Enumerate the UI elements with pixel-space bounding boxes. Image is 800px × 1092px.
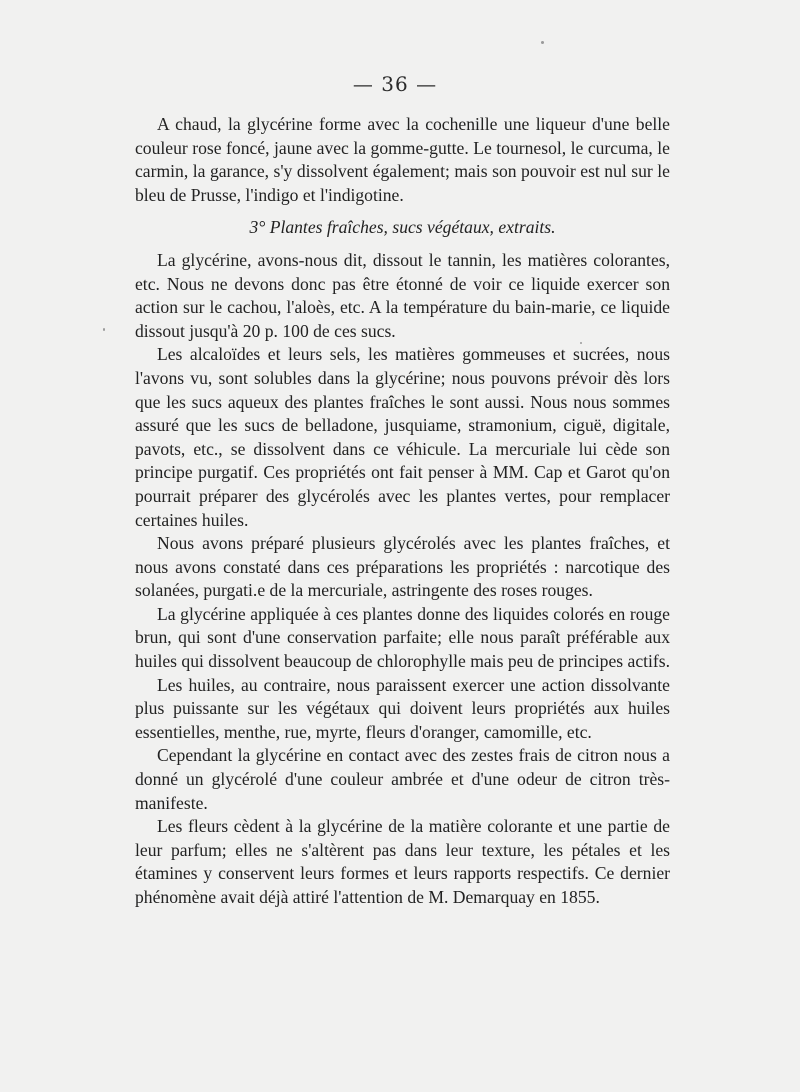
section-heading-plantes-fraiches: 3° Plantes fraîches, sucs végétaux, extraits. — [249, 217, 556, 238]
body-text — [135, 113, 670, 910]
paper-speck — [103, 328, 105, 331]
paper-speck — [580, 342, 582, 344]
paragraph-glycerolés-preparations: Nous avons préparé plusieurs glycérolés avec les plantes fraîches, et nous avons constaté dans ces préparations les propriétés : narcotique des solanées, purgati.e de la mercuriale, astringente des roses rouges. — [135, 533, 670, 601]
paragraph-cochenille: A chaud, la glycérine forme avec la cochenille une liqueur d'une belle couleur rose foncé, jaune avec la gomme-gutte. Le tournesol, le curcuma, le carmin, la garance, s'y dissolvent également; mais son pouvoir est nul sur le bleu de Prusse, l'indigo et l'indigotine. — [135, 114, 670, 205]
paragraph-fleurs: Les fleurs cèdent à la glycérine de la matière colorante et une partie de leur parfum; elles ne s'altèrent pas dans leur texture, les pétales et les étamines y conservent leurs formes et leurs rapports respectifs. Ce dernier phénomène avait déjà attiré l'attention de M. Demarquay en 1855. — [135, 816, 670, 907]
paragraph-tannin: La glycérine, avons-nous dit, dissout le tannin, les matières colorantes, etc. Nous ne devons donc pas être étonné de voir ce liquide exercer son action sur le cachou, l'aloès, etc. A la température du bain-marie, ce liquide dissout jusqu'à 20 p. 100 de ces sucs. — [135, 249, 670, 341]
paper-speck — [541, 41, 544, 44]
paragraph-huiles: Les huiles, au contraire, nous paraissent exercer une action dissolvante plus puissante sur les végétaux qui doivent leurs propriétés aux huiles essentielles, menthe, rue, myrte, fleurs d'oranger, camomille, etc. — [135, 674, 670, 742]
paragraph-liquides-colores: La glycérine appliquée à ces plantes donne des liquides colorés en rouge brun, qui sont d'une conservation parfaite; elle nous paraît préférable aux huiles qui dissolvent beaucoup de chlorophylle mais peu de principes actifs. — [135, 603, 671, 672]
page-number: — 36 — — [352, 72, 438, 96]
paragraph-alcaloides: Les alcaloïdes et leurs sels, les matières gommeuses et sucrées, nous l'avons vu, sont solubles dans la glycérine; nous pouvons prévoir dès lors que les sucs aqueux des plantes fraîches le sont aussi. Nous nous sommes assuré que les sucs de belladone, jusquiame, stramonium, ciguë, digitale, pavots, etc., se dissolvent dans ce véhicule. La mercuriale lui cède son principe purgatif. Ces propriétés ont fait penser à MM. Cap et Garot qu'on pourrait préparer des glycérolés avec les plantes vertes, pour remplacer certaines huiles. — [135, 344, 670, 530]
paragraph-citron: Cependant la glycérine en contact avec des zestes frais de citron nous a donné un glycérolé d'une couleur ambrée et d'une odeur de citron très-manifeste. — [135, 745, 670, 813]
